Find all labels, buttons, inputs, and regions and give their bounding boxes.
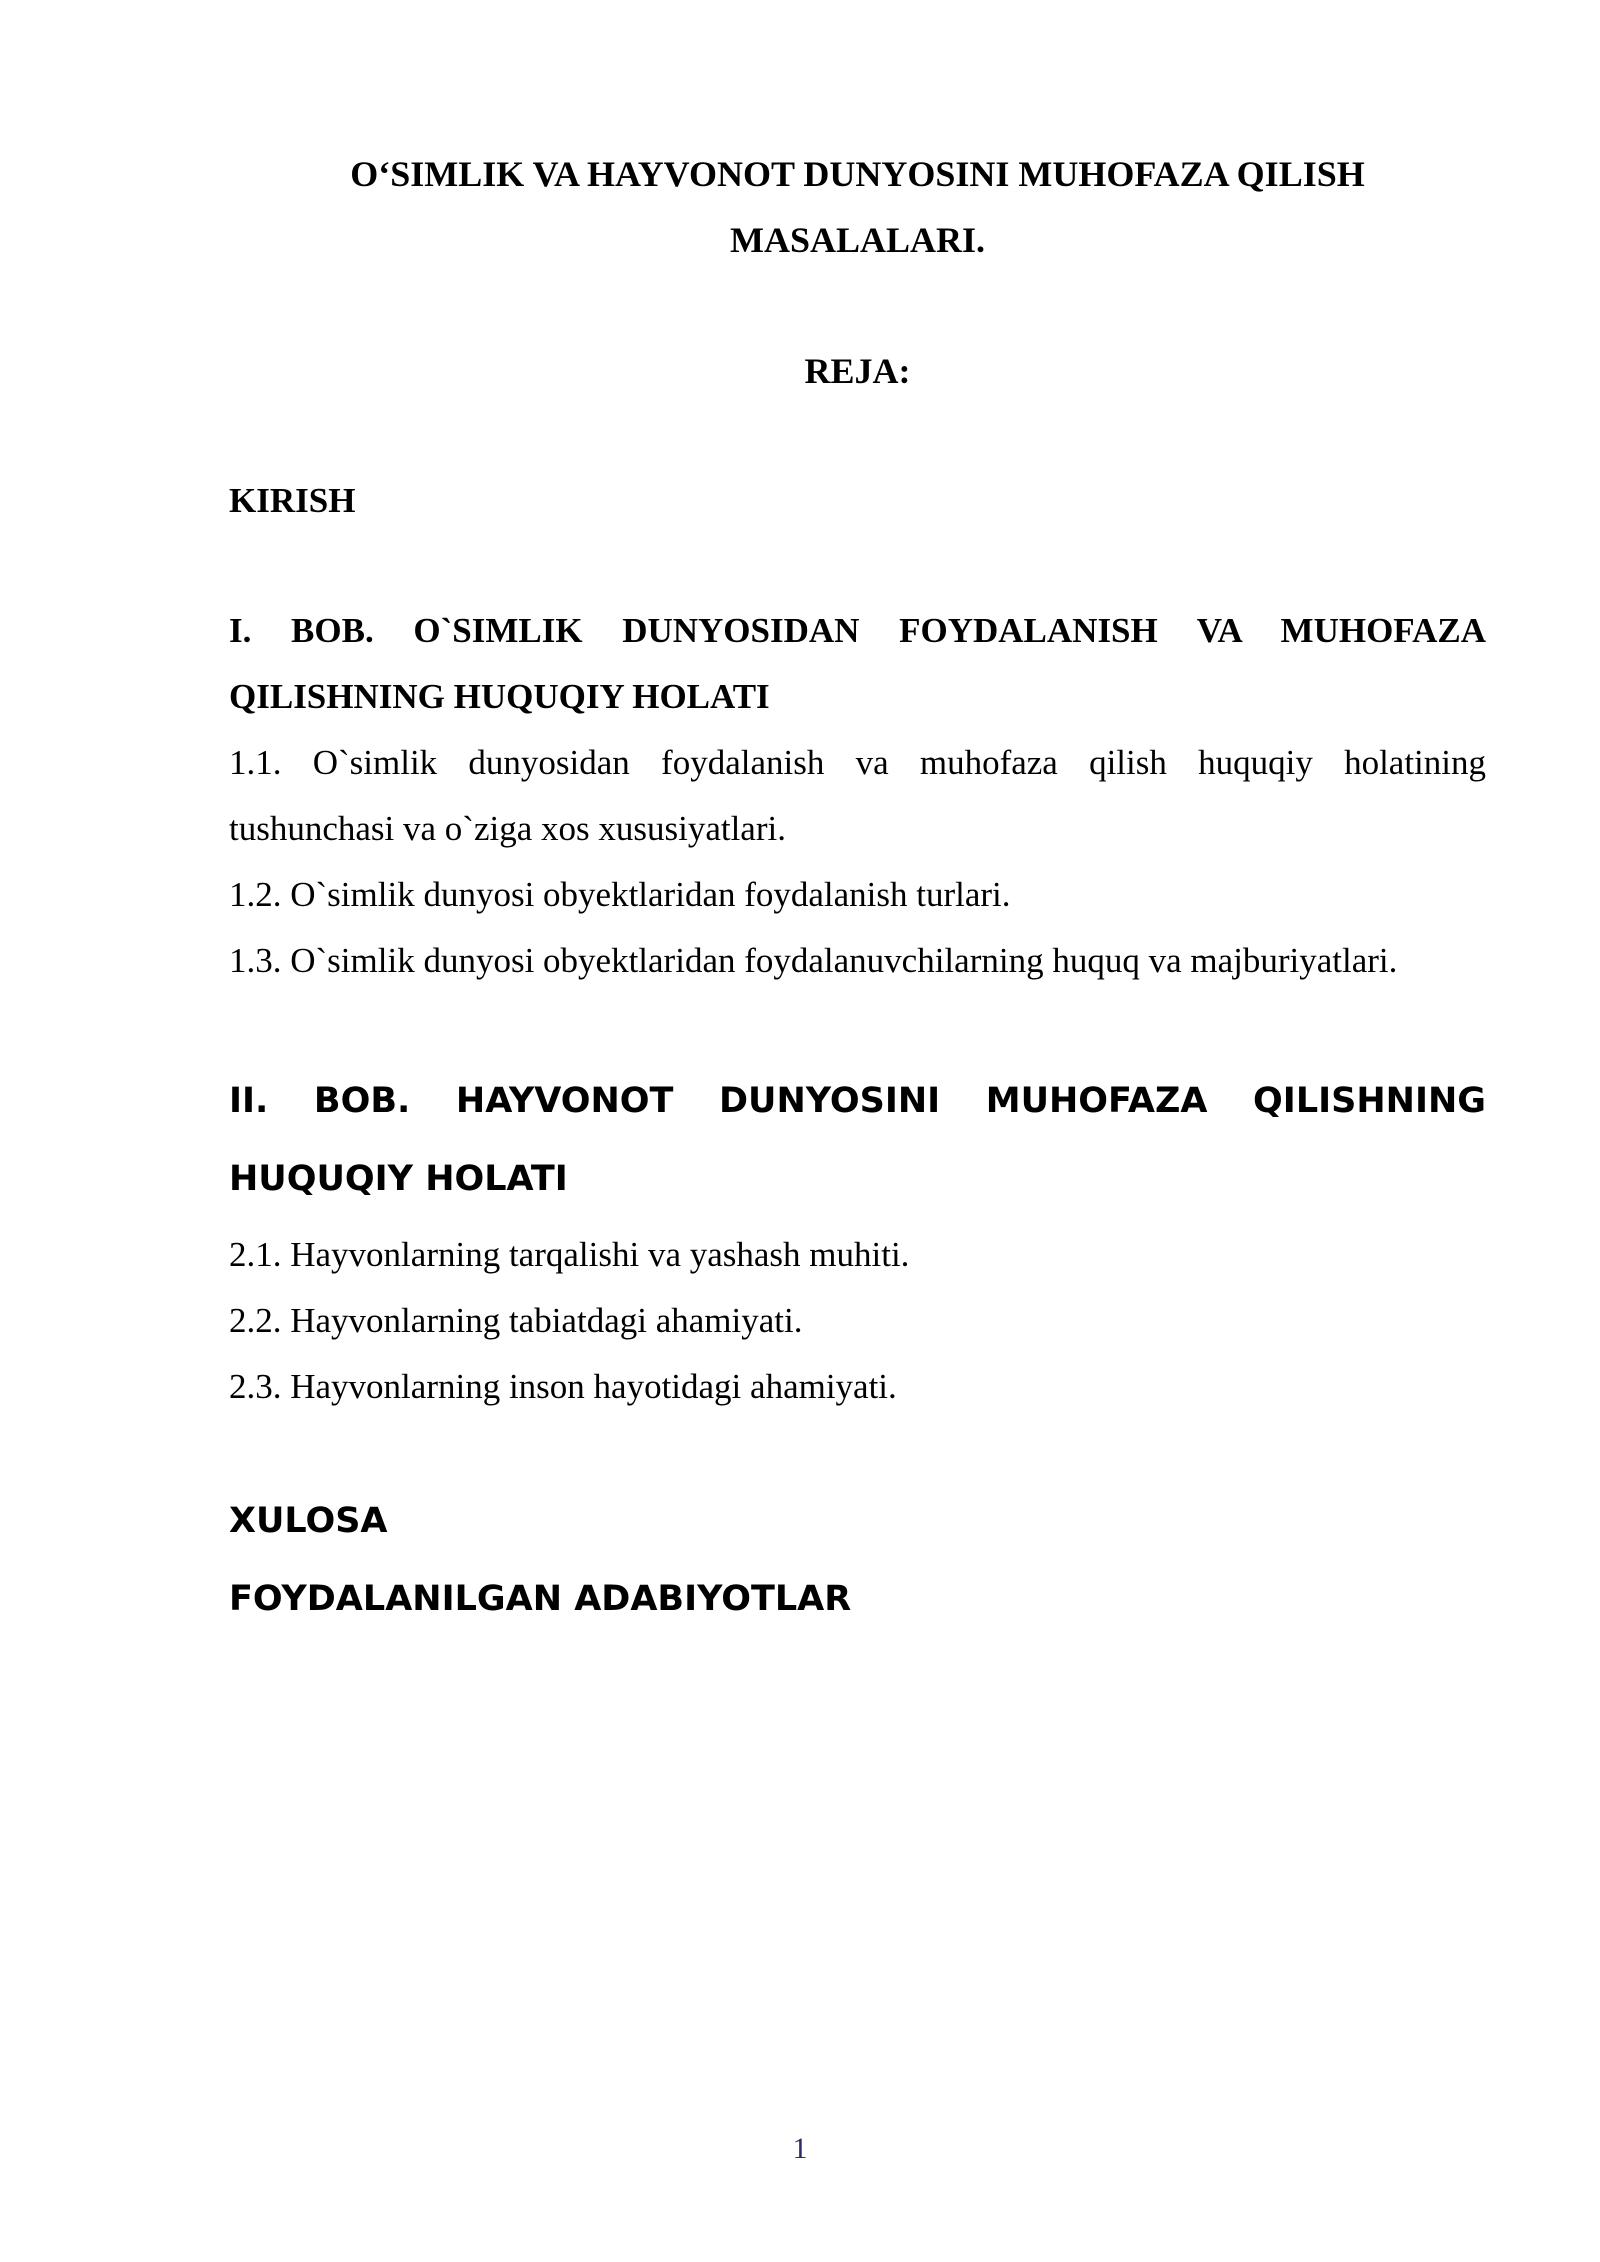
conclusion-heading: XULOSA [229, 1501, 388, 1541]
chapter-1-item-3: 1.3. O`simlik dunyosi obyektlaridan foydalanuvchilarning huquq va majburiyatlari. [229, 941, 1398, 980]
document-title-line-2: MASALALARI. [729, 220, 986, 260]
chapter-1-item-1-line-1: 1.1. O`simlik dunyosidan foydalanish va muhofaza qilish huquqiy holatining [229, 743, 1486, 782]
chapter-1-heading-line-1: I. BOB. O`SIMLIK DUNYOSIDAN FOYDALANISH VA MUHOFAZA [229, 611, 1486, 650]
chapter-2-heading-line-2: HUQUQIY HOLATI [229, 1159, 568, 1199]
chapter-1-heading-line-2: QILISHNING HUQUQIY HOLATI [229, 677, 770, 716]
document-title-line-1: O‘SIMLIK VA HAYVONOT DUNYOSINI MUHOFAZA QILISH [350, 154, 1365, 194]
references-heading: FOYDALANILGAN ADABIYOTLAR [229, 1579, 852, 1619]
document-title [229, 141, 1486, 273]
chapter-2-item-1: 2.1. Hayvonlarning tarqalishi va yashash muhiti. [229, 1235, 910, 1274]
chapter-2-heading-line-1: II. BOB. HAYVONOT DUNYOSINI MUHOFAZA QILISHNING [229, 1081, 1486, 1121]
chapter-1-item-1 [229, 730, 1486, 862]
page-number: 1 [792, 2132, 808, 2165]
plan-heading: REJA: [804, 351, 911, 391]
chapter-1-item-1-line-2: tushunchasi va o`ziga xos xususiyatlari. [229, 809, 786, 848]
chapter-1-item-2: 1.2. O`simlik dunyosi obyektlaridan foydalanish turlari. [229, 875, 1011, 914]
chapter-2-item-2: 2.2. Hayvonlarning tabiatdagi ahamiyati. [229, 1301, 803, 1340]
intro-heading: KIRISH [229, 481, 356, 520]
chapter-2-item-3: 2.3. Hayvonlarning inson hayotidagi ahamiyati. [229, 1367, 897, 1406]
chapter-1-heading [229, 598, 1486, 730]
chapter-2-heading [229, 1062, 1486, 1218]
